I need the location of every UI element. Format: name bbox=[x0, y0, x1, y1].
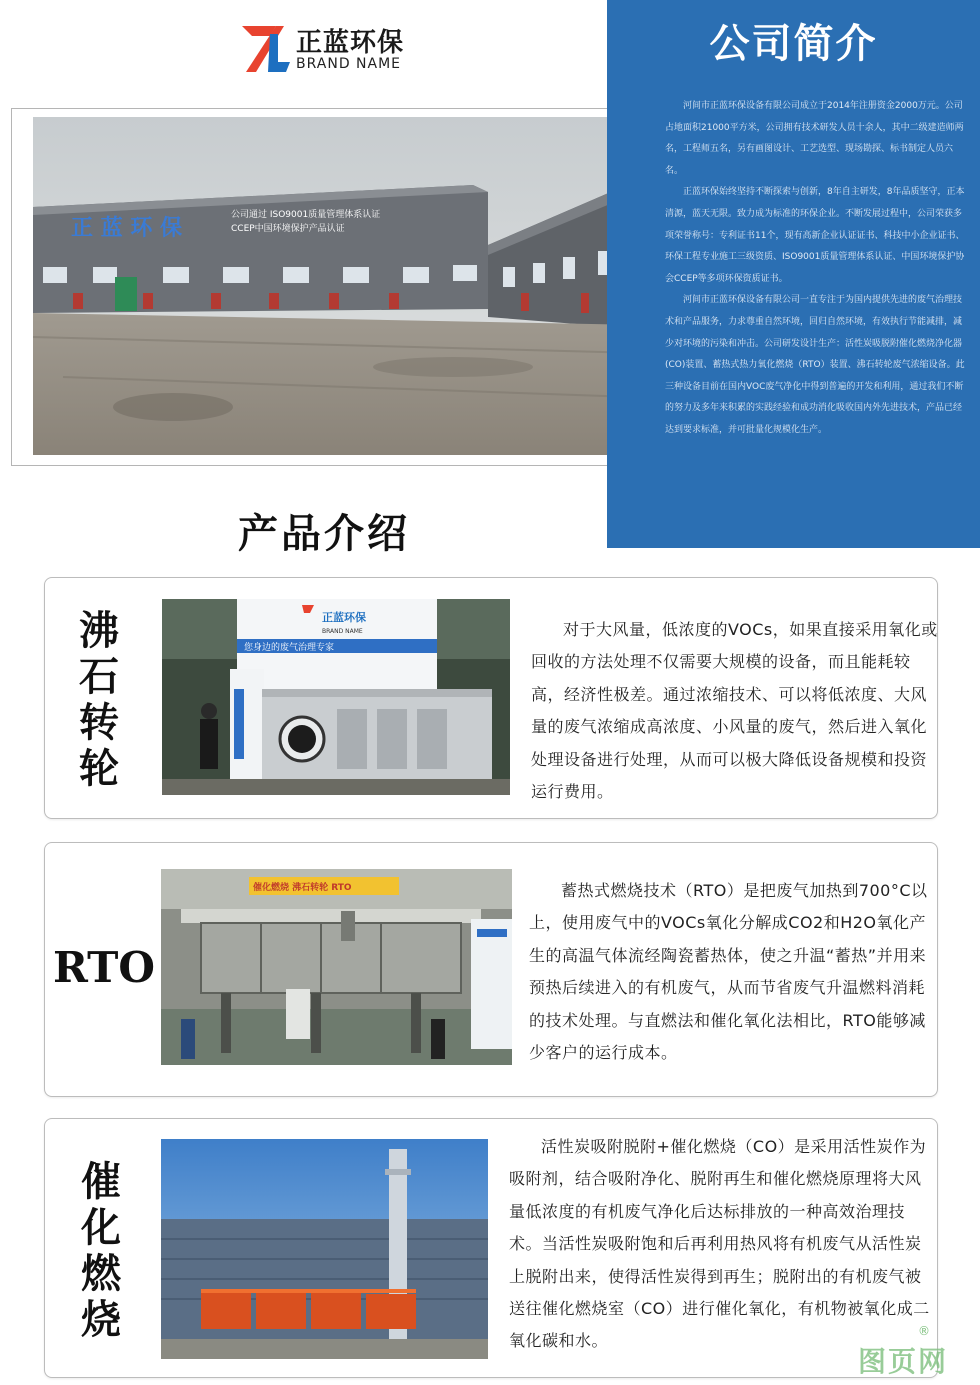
product-desc-paragraph: 对于大风量，低浓度的VOCs，如果直接采用氧化或回收的方法处理不仅需要大规模的设备，而且能耗较高，经济性极差。通过浓缩技术、可以将低浓度、大风量的废气浓缩成高浓度、小风量的废气，然后进入氧化处理设备进行处理，从而可以极大降低设备规模和投资运行费用。 bbox=[531, 620, 938, 802]
factory-photo-frame bbox=[11, 108, 651, 466]
product-desc-rto bbox=[529, 875, 935, 1069]
product-desc-catalytic bbox=[509, 1131, 935, 1358]
product-photo-rto bbox=[161, 869, 512, 1065]
factory-sign-ccep: CCEP中国环境保护产品认证 bbox=[231, 224, 345, 234]
product-label-rto: RTO bbox=[53, 943, 156, 992]
intro-paragraph: 正蓝环保始终坚持不断探索与创新，8年自主研发，8年品质坚守，正本清源，蓝天无限。致力成为标准的环保企业。不断发展过程中，公司荣获多项荣誉称号：专利证书11个，现有高新企业认证证书、科技中小企业证书、环保工程专业施工三级资质、ISO9001质量管理体系认证、中国环境保护协会CCEP等多项环保资质证书。 bbox=[665, 187, 965, 284]
product-desc-zeolite bbox=[531, 614, 939, 808]
product-label-zeolite: 沸石转轮 bbox=[79, 607, 119, 792]
product-card-zeolite bbox=[44, 577, 938, 819]
company-intro-title: 公司简介 bbox=[709, 21, 878, 67]
watermark: 图页网 bbox=[858, 1345, 949, 1378]
booth-banner-text: 您身边的废气治理专家 bbox=[244, 643, 335, 653]
product-card-catalytic bbox=[44, 1118, 938, 1378]
watermark-registered-mark: ® bbox=[918, 1324, 930, 1338]
product-card-rto bbox=[44, 842, 938, 1097]
factory-sign-text: 正 蓝 环 保 bbox=[71, 216, 182, 241]
products-section-title: 产品介绍 bbox=[238, 511, 410, 557]
rto-banner-text: 催化燃烧 沸石转轮 RTO bbox=[253, 883, 352, 893]
factory-photo bbox=[33, 117, 641, 455]
booth-brand-sub: BRAND NAME bbox=[322, 628, 363, 635]
brand-subtitle: BRAND NAME bbox=[296, 56, 402, 72]
intro-paragraph: 河间市正蓝环保设备有限公司成立于2014年注册资金2000万元。公司占地面积21000平方米，公司拥有技术研发人员十余人，其中二级建造师两名，工程师五名，另有画图设计、工艺选型、现场勘探、标书制定人员六名。 bbox=[665, 101, 964, 176]
product-photo-catalytic bbox=[161, 1139, 488, 1359]
zl-logo-icon bbox=[240, 22, 292, 74]
company-intro-panel bbox=[607, 0, 980, 548]
intro-paragraph: 河间市正蓝环保设备有限公司一直专注于为国内提供先进的废气治理技术和产品服务，力求尊重自然环境，回归自然环境，有效执行节能减排，减少对环境的污染和冲击。公司研发设计生产：活性炭吸脱附催化燃烧净化器(CO)装置、蓄热式热力氧化燃烧（RTO）装置、沸石转轮废气浓缩设备。此三种设备目前在国内VOC废气净化中得到普遍的开发和利用，通过我们不断的努力及多年来积累的实践经验和成功消化吸收国内外先进技术，产品已经达到要求标准，并可批量化规模化生产。 bbox=[665, 295, 965, 435]
brand-name: 正蓝环保 bbox=[296, 28, 405, 58]
company-intro-text bbox=[665, 96, 965, 442]
product-label-catalytic: 催化燃烧 bbox=[81, 1158, 121, 1343]
booth-brand-text: 正蓝环保 bbox=[322, 611, 366, 624]
brand-logo bbox=[240, 20, 440, 80]
product-desc-paragraph: 蓄热式燃烧技术（RTO）是把废气加热到700°C以上，使用废气中的VOCs氧化分解成CO2和H2O氧化产生的高温气体流经陶瓷蓄热体，使之升温“蓄热”并用来预热后续进入的有机废气，从而节省废气升温燃料消耗的技术处理。与直燃法和催化氧化法相比，RTO能够减少客户的运行成本。 bbox=[529, 881, 928, 1063]
factory-sign-iso: 公司通过 ISO9001质量管理体系认证 bbox=[231, 210, 381, 220]
product-photo-zeolite bbox=[162, 599, 510, 795]
product-desc-paragraph: 活性炭吸附脱附+催化燃烧（CO）是采用活性炭作为吸附剂，结合吸附净化、脱附再生和催化燃烧原理将大风量低浓度的有机废气净化后达标排放的一种高效治理技术。当活性炭吸附饱和后再利用热风将有机废气从活性炭上脱附出来，使得活性炭得到再生；脱附出的有机废气被送往催化燃烧室（CO）进行催化氧化，有机物被氧化成二氧化碳和水。 bbox=[509, 1137, 930, 1351]
